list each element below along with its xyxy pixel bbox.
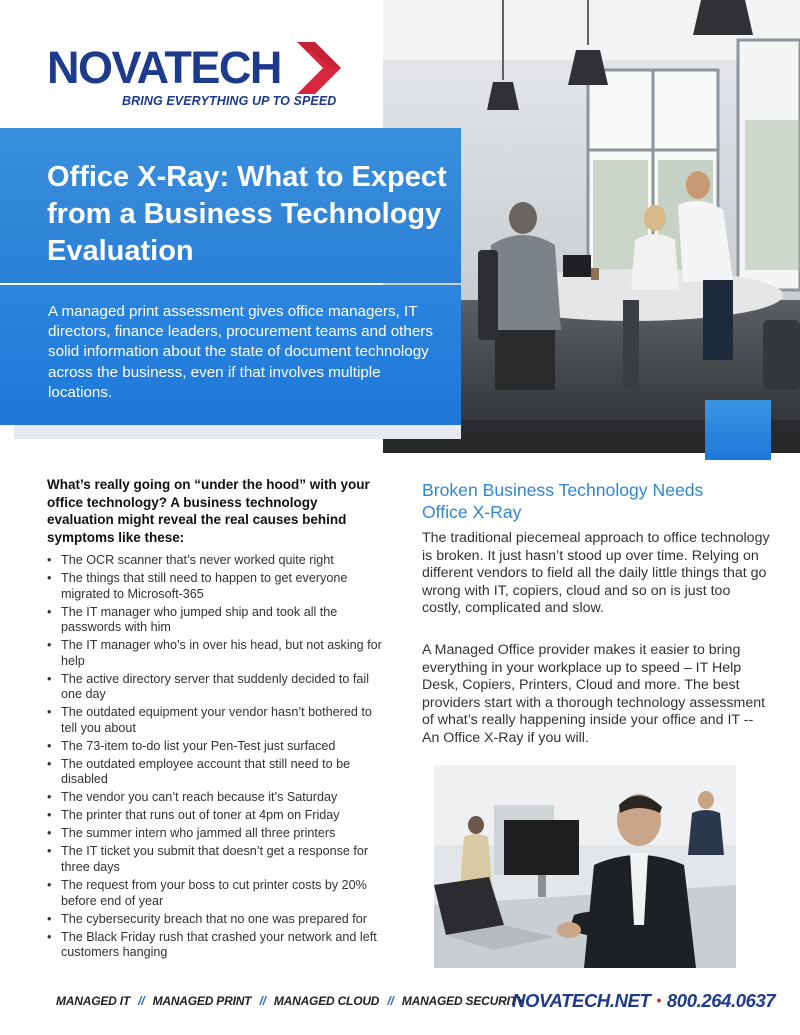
phone-number[interactable]: 800.264.0637 [666,990,776,1011]
panel-shadow [14,425,461,439]
list-item: • The things that still need to happen to get everyone migrated to Microsoft-365 [47,571,387,602]
page-subtitle: A managed print assessment gives office managers, IT directors, finance leaders, procurement teams and others solid information about the state of document technology across the business, even if that involves multiple locations. [48,303,433,401]
paragraph-1: The traditional piecemeal approach to office technology is broken. It just hasn’t stood up over time. Relying on different vendors to field all the daily little things that go wrong with IT, copiers, cloud and so on is just too costly, complicated and slow. [422,530,770,617]
list-item: • The summer intern who jammed all three printers [47,826,387,842]
footer-service-item: MANAGED CLOUD [273,994,380,1008]
list-item: • The OCR scanner that’s never worked quite right [47,553,387,569]
list-item: • The outdated equipment your vendor hasn’t bothered to tell you about [47,705,387,736]
list-item: • The active directory server that suddenly decided to fail one day [47,672,387,703]
list-item: • The IT manager who jumped ship and took all the passwords with him [47,605,387,636]
logo-wordmark: NOVATECH [47,42,281,93]
footer-services [56,994,525,1008]
website-link[interactable]: NOVATECH.NET [512,990,651,1011]
list-item: • The request from your boss to cut printer costs by 20% before end of year [47,878,387,909]
list-item: • The Black Friday rush that crashed your network and left customers hanging [47,930,387,961]
footer-separator: // [138,994,145,1008]
page-title: Office X-Ray: What to Expect from a Business Technology Evaluation [47,161,447,267]
footer-service-item: MANAGED SECURITY [401,994,525,1008]
section-heading: Broken Business Technology Needs Office X-Ray [422,480,704,522]
list-item: • The outdated employee account that still need to be disabled [47,757,387,788]
footer-separator: // [259,994,266,1008]
footer-service-item: MANAGED IT [56,994,130,1008]
list-item: • The 73-item to-do list your Pen-Test just surfaced [47,739,387,755]
symptoms-list [47,553,387,963]
chevron-right-icon [295,42,341,94]
logo-tagline: BRING EVERYTHING UP TO SPEED [122,94,337,108]
list-item: • The vendor you can’t reach because it’s Saturday [47,790,387,806]
footer-separator: // [387,994,394,1008]
bullet-dot: • [656,992,661,1008]
list-item: • The printer that runs out of toner at 4pm on Friday [47,808,387,824]
footer-contact [512,990,775,1012]
footer-service-item: MANAGED PRINT [152,994,252,1008]
intro-text: What’s really going on “under the hood” with your office technology? A business technology evaluation might reveal the real causes behind symptoms like these: [47,477,370,545]
list-item: • The cybersecurity breach that no one was prepared for [47,912,387,928]
list-item: • The IT manager who’s in over his head, but not asking for help [47,638,387,669]
list-item: • The IT ticket you submit that doesn’t get a response for three days [47,844,387,875]
paragraph-2: A Managed Office provider makes it easier to bring everything in your workplace up to speed – IT Help Desk, Copiers, Printers, Cloud and more. The best providers start with a thorough technology assessment of what’s really happening inside your office and IT -- An Office X-Ray if you will. [422,642,766,746]
man-at-laptop-photo [434,765,736,968]
accent-square [705,400,771,460]
